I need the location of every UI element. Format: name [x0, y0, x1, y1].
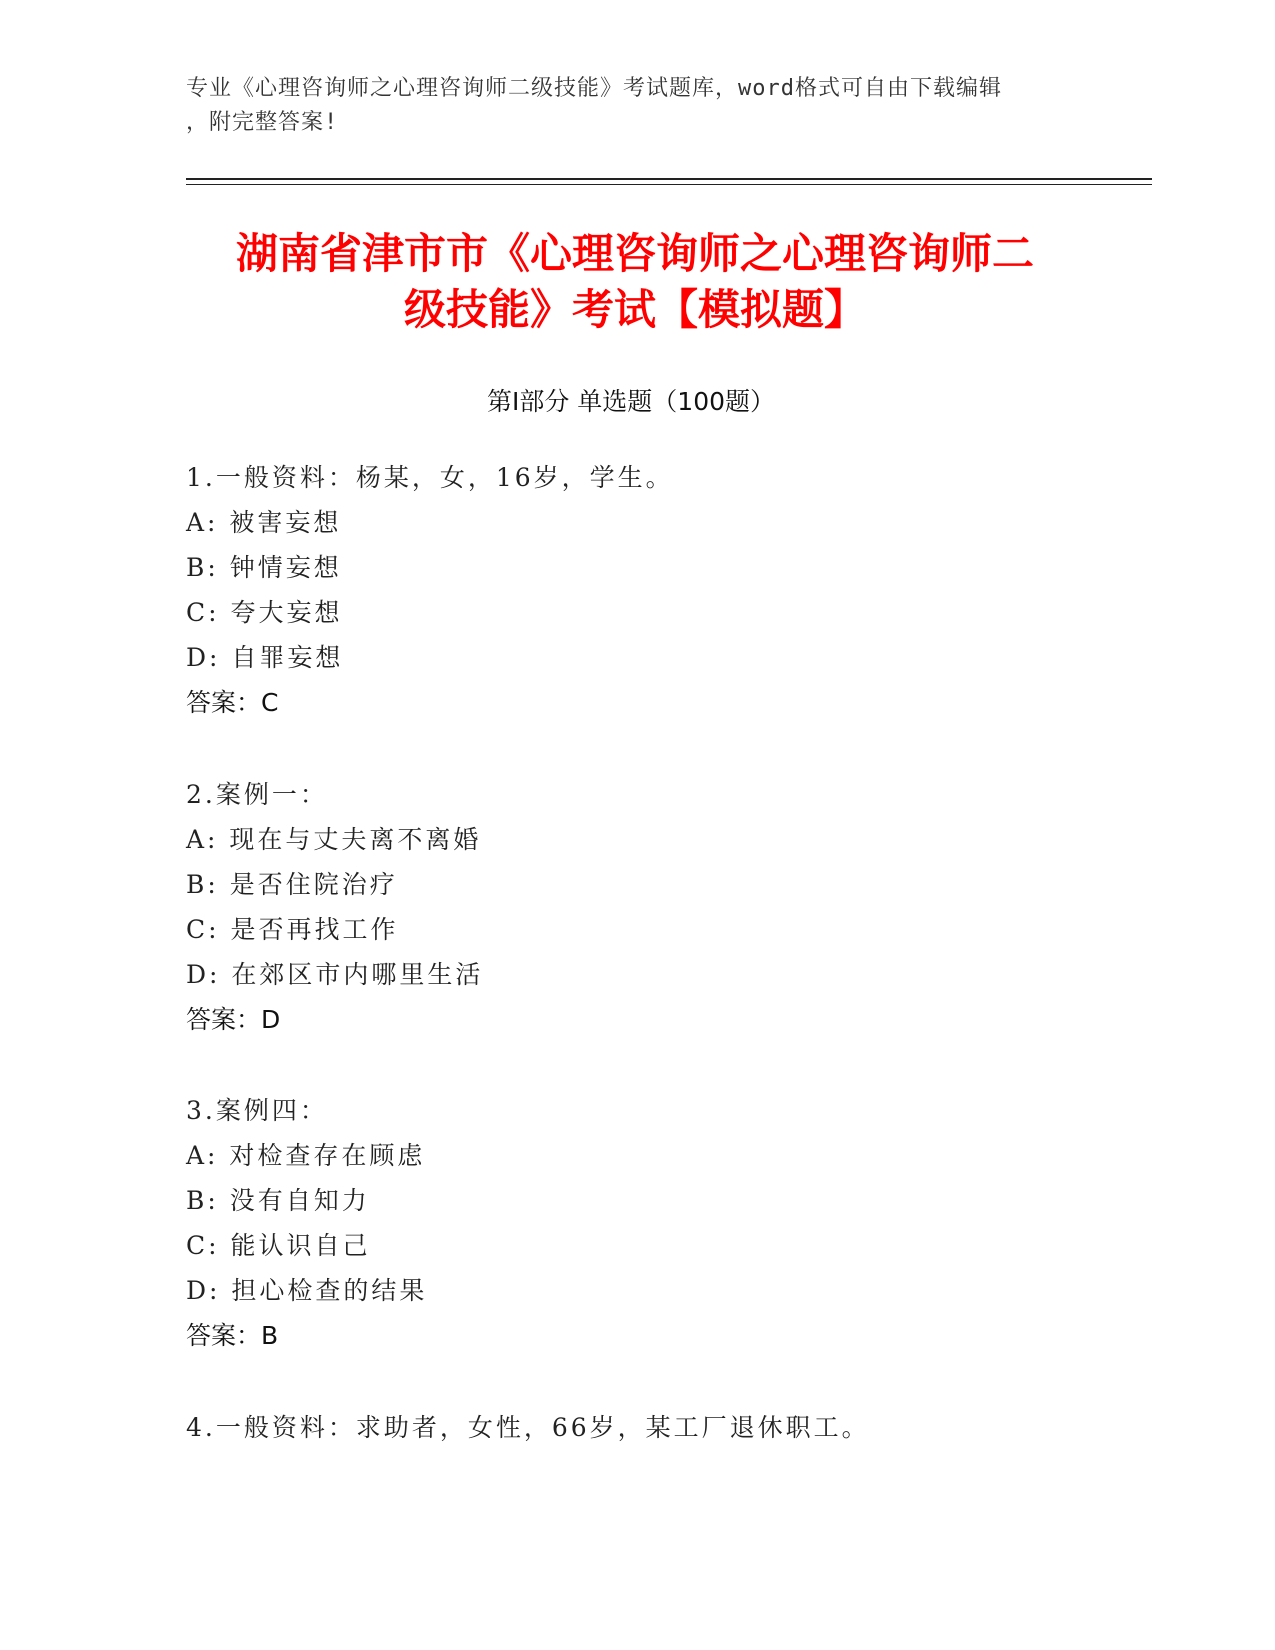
section-heading: 第Ⅰ部分 单选题（100题）: [486, 387, 776, 416]
option-d: D: 担心检查的结果: [186, 1276, 428, 1305]
question-stem: 4.一般资料：求助者，女性，66岁，某工厂退休职工。: [186, 1413, 870, 1442]
document-title-line-1: 湖南省津市市《心理咨询师之心理咨询师二: [235, 229, 1034, 278]
question-4: [186, 1405, 1086, 1450]
document-title-line-2: 级技能》考试【模拟题】: [403, 285, 866, 334]
option-b: B: 没有自知力: [186, 1186, 370, 1215]
header-divider-thin: [186, 184, 1152, 185]
question-stem: 3.案例四：: [186, 1096, 328, 1125]
option-c: C: 是否再找工作: [186, 915, 399, 944]
header-divider-thick: [186, 178, 1152, 180]
option-b: B: 钟情妄想: [186, 553, 342, 582]
header-note: [186, 72, 1076, 140]
option-a: A: 现在与丈夫离不离婚: [186, 825, 482, 854]
option-d: D: 在郊区市内哪里生活: [186, 960, 484, 989]
header-note-line-1: 专业《心理咨询师之心理咨询师二级技能》考试题库，word格式可自由下载编辑: [186, 76, 1002, 101]
option-d: D: 自罪妄想: [186, 643, 344, 672]
answer-line: 答案：C: [186, 688, 279, 717]
question-2: [186, 772, 1086, 1042]
document-title: [170, 226, 1100, 338]
option-c: C: 能认识自己: [186, 1231, 371, 1260]
question-stem: 1.一般资料：杨某，女，16岁，学生。: [186, 463, 674, 492]
answer-line: 答案：B: [186, 1321, 279, 1350]
header-note-line-2: ，附完整答案!: [186, 110, 339, 135]
question-1: [186, 455, 1086, 725]
option-a: A: 对检查存在顾虑: [186, 1141, 426, 1170]
option-b: B: 是否住院治疗: [186, 870, 398, 899]
option-a: A: 被害妄想: [186, 508, 342, 537]
question-3: [186, 1088, 1086, 1358]
answer-line: 答案：D: [186, 1005, 281, 1034]
question-stem: 2.案例一：: [186, 780, 328, 809]
option-c: C: 夸大妄想: [186, 598, 343, 627]
